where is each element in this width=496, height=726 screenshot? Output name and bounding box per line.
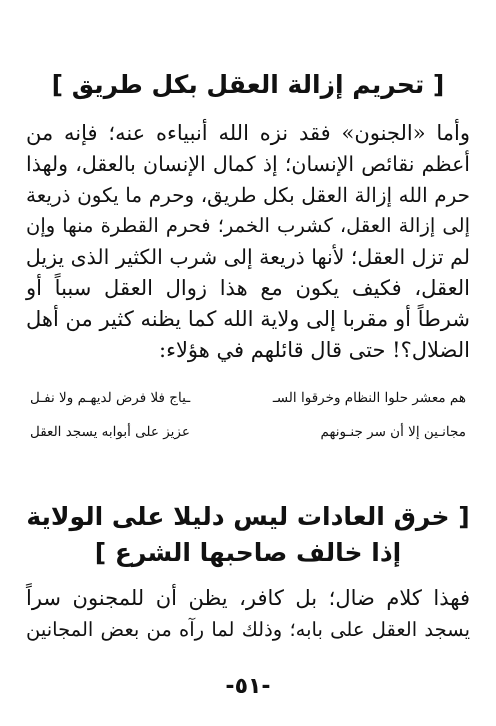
verse-line2-left: عزيز على أبوابه يسجد العقل [30,424,190,440]
verse-line1-right: هم معشر حلوا النظام وخرقوا السـ [272,390,466,406]
paragraph1-line-6: العقل، فكيف يكون مع هذا زوال العقل سبباً أو [26,276,470,300]
paragraph2-line-2: يسجد العقل على بابه؛ وذلك لما رآه من بعض المجانين [26,618,470,641]
section-heading-1: [ تحريم إزالة العقل بكل طريق ] [51,70,445,99]
paragraph1-line-3: حرم الله إزالة العقل بكل طريق، وحرم ما يكون ذريعة [26,183,470,207]
paragraph1-line-1: وأما «الجنون» فقد نزه الله أنبياءه عنه؛ فإنه من [26,121,470,145]
verse-line1-left: ـياج فلا فرض لديهـم ولا نفـل [30,390,191,406]
verse-line2-right: مجانـين إلا أن سر جنـونهم [320,424,466,440]
section-heading-2-line-1: [ خرق العادات ليس دليلا على الولاية [26,502,470,531]
paragraph1-line-4: إلى إزالة العقل، كشرب الخمر؛ فحرم القطرة منها وإن [26,214,470,237]
paragraph1-line-5: لم تزل العقل؛ لأنها ذريعة إلى شرب الكثير الذى يزيل [25,245,470,269]
paragraph1-line-7: شرطاً أو مقربا إلى ولاية الله كما يظنه كثير من أهل [26,307,470,331]
section-heading-2-line-2: إذا خالف صاحبها الشرع ] [94,538,402,567]
paragraph1-line-8: الضلال؟! حتى قال قائلهم في هؤلاء: [159,338,470,362]
page-number: -٥١- [225,674,271,699]
paragraph2-line-1: فهذا كلام ضال؛ بل كافر، يظن أن للمجنون سراً [26,586,470,610]
paragraph1-line-2: أعظم نقائص الإنسان؛ إذ كمال الإنسان بالعقل، ولهذا [26,152,470,176]
